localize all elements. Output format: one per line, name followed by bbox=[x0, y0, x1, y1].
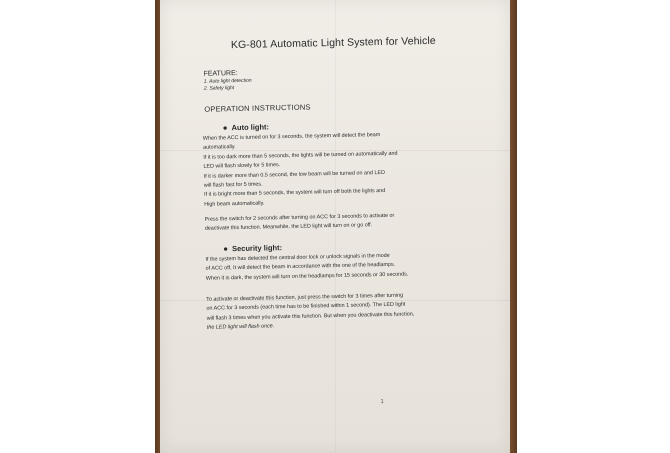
document-title: KG-801 Automatic Light System for Vehicle bbox=[230, 34, 436, 52]
text-line: LED will flash slowly for 5 times. bbox=[203, 162, 281, 170]
auto-light-heading bbox=[223, 122, 270, 132]
text-line: If it is darker more than 0.5 second, the low beam will be turned on and LED bbox=[203, 169, 386, 180]
security-light-heading-text: Security light: bbox=[231, 243, 283, 254]
text-line: If it is bright more than 5 seconds, the system will turn off both the lights and bbox=[204, 188, 386, 199]
text-line: of ACC off, It will detect the beam in accordance with the one of the headlamps. bbox=[205, 262, 396, 273]
feature-item: 2. Safety light bbox=[203, 85, 235, 92]
text-line: If the system has detected the central door lock or unlock signals in the mode bbox=[205, 252, 390, 263]
text-line: Press the switch for 2 seconds after turning on ACC for 3 seconds to activate or bbox=[204, 212, 395, 223]
text-line: If it is too dark more than 5 seconds, the lights will be turned on automatically and bbox=[203, 150, 398, 161]
feature-list bbox=[204, 78, 252, 93]
text-line: To activate or deactivate this function, just press the switch for 3 times after turning bbox=[206, 292, 404, 303]
text-line: will flash fast for 5 times. bbox=[203, 181, 263, 189]
text-line: automatically. bbox=[203, 144, 236, 152]
text-line: When the ACC is turned on for 3 seconds, the system will detect the beam bbox=[202, 132, 381, 142]
text-line: the LED light will flash once. bbox=[206, 323, 275, 331]
text-line: High beam automatically. bbox=[204, 200, 265, 208]
operation-heading: OPERATION INSTRUCTIONS bbox=[204, 102, 311, 114]
sheet-content bbox=[190, 0, 489, 453]
text-line: will flash 3 times when you activate this function. But when you deactivate this function, bbox=[206, 311, 415, 322]
feature-heading: FEATURE: bbox=[203, 70, 238, 78]
text-line: When it is dark, the system will turn on the headlamps for 15 seconds or 30 seconds. bbox=[205, 271, 409, 282]
auto-light-note bbox=[205, 211, 455, 235]
text-line: on ACC for 3 seconds (each time has to be finished within 1 second). The LED light bbox=[206, 301, 406, 313]
security-light-note bbox=[206, 290, 457, 333]
auto-light-heading-text: Auto light: bbox=[231, 122, 270, 133]
bullet-icon: ● bbox=[222, 123, 228, 133]
security-light-paragraph bbox=[205, 250, 456, 283]
feature-item: 1. Auto light detection bbox=[203, 77, 252, 85]
auto-light-paragraph bbox=[203, 130, 455, 210]
page-number: 1 bbox=[380, 399, 384, 406]
text-line: deactivate this function. Meanwhile, the LED light will turn on or go off. bbox=[204, 222, 373, 233]
security-light-heading bbox=[223, 243, 282, 253]
instruction-sheet bbox=[160, 0, 510, 453]
bullet-icon: ● bbox=[223, 244, 229, 254]
